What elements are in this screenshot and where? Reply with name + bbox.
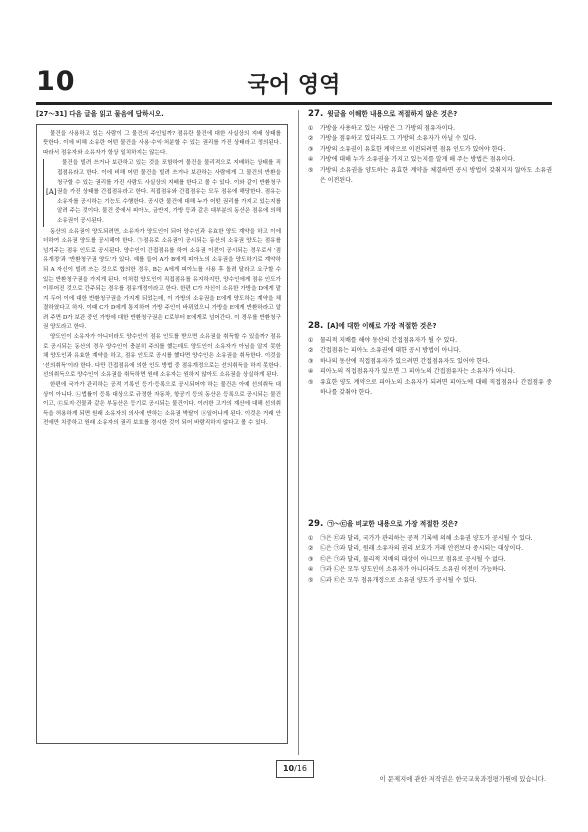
choice-number: ② — [308, 135, 314, 143]
choice-1[interactable] — [308, 124, 552, 134]
choice-3[interactable] — [308, 555, 552, 565]
question-stem — [308, 322, 552, 332]
choice-text: 피아노의 직접점유자가 있으면 그 피아노의 간접점유자는 소유자가 아니다. — [320, 368, 515, 376]
page-indicator: 10/16 — [276, 760, 314, 778]
choice-number: ③ — [308, 145, 314, 153]
choice-text: 가방에 대해 누가 소유권을 가지고 있는지를 알게 해 주는 방법은 점유이다. — [320, 156, 515, 164]
question-number: 29. — [308, 519, 324, 529]
choice-text: 간접점유는 피아노 소유권에 대한 공시 방법이 아니다. — [320, 347, 461, 355]
choice-text: 가방을 점유하고 있더라도 그 가방의 소유자가 아닐 수 있다. — [320, 135, 477, 143]
choice-1[interactable] — [308, 534, 552, 544]
choice-5[interactable] — [308, 166, 552, 185]
choice-number: ③ — [308, 555, 314, 563]
choice-2[interactable] — [308, 544, 552, 554]
column-divider — [298, 110, 299, 755]
choice-4[interactable] — [308, 155, 552, 165]
bracket-a-label: [A] — [46, 188, 57, 197]
choice-text: 하나의 동산에 직접점유자가 있으려면 간접점유자도 있어야 한다. — [320, 357, 490, 365]
choice-text: 가방의 소유권이 유효한 계약으로 이전되려면 점유 인도가 있어야 한다. — [320, 145, 506, 153]
passage-box — [36, 124, 288, 744]
page-title: 국어 영역 — [247, 73, 341, 98]
choice-4[interactable] — [308, 367, 552, 377]
question-number: 28. — [308, 321, 324, 331]
bracket-a-text: 물건을 빌려 쓰거나 보관하고 있는 것을 포함하여 물건을 물리적으로 지배하는 상태를 직접점유라고 한다. 이에 비해 어떤 물건을 빌려 쓰거나 보관하는 사람에게 그 물건의 반환을 청구할 수 있는 권리를 가진 사람도 사실상의 지배를 한다고 볼 수 있다. 이와 같이 반환청구권을 가진 상태를 간접점유라고 한다. 직접점유와 간접점유는 모두 점유에 해당한다. 점유는 소유자를 공시하는 기능도 수행한다. 공시란 물건에 대해 누가 어떤 권리를 가지고 있는지를 알려 주는 것이다. 물건 중에서 피아노, 금반지, 가방 등과 같은 대부분의 동산은 점유에 의해 소유권이 공시된다. — [57, 160, 281, 224]
question-text: ㉠～㉢을 비교한 내용으로 가장 적절한 것은? — [327, 520, 458, 528]
question-text: [A]에 대한 이해로 가장 적절한 것은? — [327, 322, 437, 330]
choice-number: ⑤ — [308, 166, 314, 174]
question-text: 윗글을 이해한 내용으로 적절하지 않은 것은? — [327, 110, 458, 118]
choice-text: ㉡은 ㉠과 달리, 원래 소유자의 권리 보호가 거래 안전보다 중시되는 대상이다. — [320, 545, 523, 553]
passage-paragraph: 물건을 사용하고 있는 사람이 그 물건의 주인일까? 점유란 물건에 대한 사실상의 지배 상태를 뜻한다. 이에 비해 소유란 어떤 물건을 사용·수익·처분할 수 있는 권리를 가진 상태라고 정의된다. 따라서 점유자와 소유자가 항상 일치하지는 않는다. — [43, 130, 281, 156]
choice-number: ① — [308, 336, 314, 344]
question-number: 27. — [308, 109, 324, 119]
question-stem — [308, 520, 552, 530]
copyright-notice: 이 문제지에 관한 저작권은 한국교육과정평가원에 있습니다. — [379, 775, 546, 783]
question-29 — [308, 520, 552, 587]
choice-text: ㉠은 ㉢과 달리, 국가가 관리하는 공적 기록에 의해 소유권 양도가 공시될 수 있다. — [320, 534, 533, 542]
choice-number: ② — [308, 545, 314, 553]
choice-text: ㉠과 ㉡은 모두 양도인이 소유자가 아니더라도 소유권 이전이 가능하다. — [320, 566, 506, 574]
choice-text: 가방의 소유권을 양도하는 유효한 계약을 체결하면 공시 방법이 갖춰지지 않아도 소유권은 이전된다. — [320, 166, 552, 184]
choice-text: 물리적 지배를 해야 동산의 간접점유자가 될 수 있다. — [320, 336, 457, 344]
choice-2[interactable] — [308, 346, 552, 356]
choice-5[interactable] — [308, 378, 552, 397]
choice-number: ⑤ — [308, 576, 314, 584]
instruction: [27～31] 다음 글을 읽고 물음에 답하시오. — [36, 110, 164, 118]
passage-paragraph: 동산의 소유권이 양도되려면, 소유자가 양도인이 되어 양수인과 유효한 양도 계약을 하고 이에 더하여 소유권 양도를 공시해야 한다. ㉠점유로 소유권이 공시되는 동산의 소유권 양도는 점유를 넘겨주는 점유 인도로 공시된다. 양수인이 간접점유를 하여 소유권 이전이 공시되는 경우로서 '점유개정'과 '반환청구권 양도'가 있다. 예를 들어 A가 B에게 피아노의 소유권을 양도하기로 계약하되 A 자신이 빌려 쓰는 것으로 합의한 경우, B는 A에게 피아노를 사용 후 돌려 달라고 요구할 수 있는 반환청구권을 가지게 된다. 이처럼 양도인이 직접점유를 유지하지만, 양수인에게 점유 인도가 이루어진 것으로 간주되는 경우를 점유개정이라고 한다. 한편 C가 자신이 소유한 가방을 D에게 맡겨 두어 이에 대한 반환청구권을 가지게 되었는데, 이 가방의 소유권을 E에게 양도하는 계약을 체결하였다고 하자. 이때 C가 D에게 통지하여 가방 주인이 바뀌었으니 가방을 E에게 반환하라고 알려 주면 D가 보관 중인 가방에 대한 반환청구권은 C로부터 E에게로 넘어간다. 이 경우를 반환청구권 양도라고 한다. — [43, 228, 281, 331]
current-page: 10 — [282, 764, 295, 773]
question-stem — [308, 110, 552, 120]
question-28 — [308, 322, 552, 398]
total-pages: 16 — [296, 764, 308, 773]
choice-number: ② — [308, 347, 314, 355]
choice-number: ④ — [308, 156, 314, 164]
header-rule — [36, 102, 552, 105]
passage-column — [36, 110, 288, 744]
choice-text: ㉡과 ㉢은 모두 점유개정으로 소유권 양도가 공시될 수 있다. — [320, 576, 477, 584]
choice-3[interactable] — [308, 145, 552, 155]
passage-paragraph: 양도인이 소유자가 아니더라도 양수인이 점유 인도를 받으면 소유권을 취득할 수 있을까? 점유로 공시되는 동산의 경우 양수인이 충분히 주의를 했는데도 양도인이 소유자가 아님을 알지 못한 채 양도인과 유효한 계약을 하고, 점유 인도로 공시를 했다면 양수인은 소유권을 취득한다. 이것을 '선의취득'이라 한다. 다만 간접점유에 의한 인도 방법 중 점유개정으로는 선의취득을 하지 못한다. 선의취득으로 양수인이 소유권을 취득하면 원래 소유자는 원하지 않아도 소유권을 상실하게 된다. — [43, 334, 281, 379]
bracket-a-section — [43, 159, 281, 226]
choice-3[interactable] — [308, 357, 552, 367]
page-number: 10 — [36, 66, 76, 97]
choice-number: ① — [308, 534, 314, 542]
choice-2[interactable] — [308, 134, 552, 144]
choice-4[interactable] — [308, 565, 552, 575]
choice-number: ③ — [308, 357, 314, 365]
choice-number: ④ — [308, 566, 314, 574]
choice-text: 유효한 양도 계약으로 피아노의 소유자가 되려면 피아노에 대해 직접점유나 간접점유 중 하나를 갖춰야 한다. — [320, 378, 552, 396]
choice-1[interactable] — [308, 336, 552, 346]
choice-number: ⑤ — [308, 378, 314, 386]
question-27 — [308, 110, 552, 186]
choice-number: ① — [308, 124, 314, 132]
choice-text: 가방을 사용하고 있는 사람은 그 가방의 점유자이다. — [320, 124, 456, 132]
passage-paragraph: 한편에 국가가 관리하는 공적 기록인 등기·등록으로 공시되어야 하는 물건은 아예 선의취득 대상이 아니다. ㉡법률이 등록 대상으로 규정한 자동차, 항공기 등의 동산은 등록으로 공시되는 물건이고, ㉢토지·건물과 같은 부동산은 등기로 공시되는 물건이다. 이러한 고가의 재산에 대해 선의취득을 허용하게 되면 원래 소유자의 의사에 반하는 소유권 박탈이 ⓐ일어나게 된다. 이것은 거래 안전에만 치중하고 원래 소유자의 권리 보호를 경시한 것이 되어 바람직하지 않다고 볼 수 있다. — [43, 382, 281, 427]
choice-5[interactable] — [308, 576, 552, 586]
choice-text: ㉢은 ㉠과 달리, 물리적 지배의 대상이 아니므로 점유로 공시될 수 없다. — [320, 555, 506, 563]
choice-number: ④ — [308, 368, 314, 376]
